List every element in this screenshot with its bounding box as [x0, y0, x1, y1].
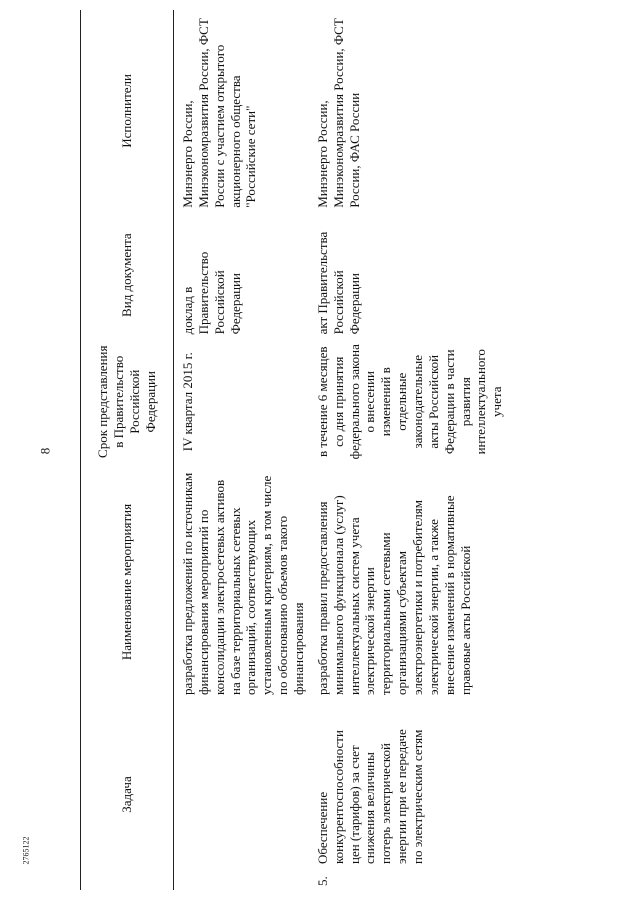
rotated-table-container — [80, 10, 620, 890]
task-text: Обеспечение конкурентоспособности цен (тарифов) за счет снижения величины потерь электрической энергии при ее передаче по электрическим сетям — [314, 729, 426, 864]
document-code: 2765122 — [21, 836, 31, 865]
header-executors: Исполнители — [81, 10, 174, 212]
doc-type-cell: акт Правительства Российской Федерации — [314, 231, 362, 335]
table-row — [174, 10, 309, 890]
header-task: Задача — [81, 699, 174, 890]
task-cell — [309, 699, 507, 890]
measure-name-cell: разработка правил предоставления минимального функционала (услуг) интеллектуальных систем учета электрической энергии территориальными сетевыми организациями субъектам электроэнергетики и потребителям электрической энергии, а также внесение изменений в нормативные правовые акты Российской — [314, 495, 473, 695]
measure-name-cell: разработка предложений по источникам финансирования мероприятий по консолидации электросетевых активов на базе территориальных сетевых организаций, соответствующих установленным критериям, в том числе по обоснованию объемов такого финансирования — [180, 472, 307, 695]
header-term: Срок представления в Правительство Российской Федерации — [81, 338, 174, 465]
row-number: 5. — [314, 876, 330, 886]
header-doc: Вид документа — [81, 212, 174, 339]
page-number: 8 — [37, 447, 53, 455]
task-cell — [174, 699, 309, 890]
executors-cell: Минэнерго России, Минэкономразвития России, ФСТ России с участием открытого акционерного общества "Российские сети" — [180, 18, 259, 208]
header-name: Наименование мероприятия — [81, 465, 174, 699]
table-row — [309, 10, 507, 890]
table-header-row — [81, 10, 174, 890]
term-cell: в течение 6 месяцев со дня принятия федерального закона о внесении изменений в отдельные законодательные акты Российской Федерации в части развития интеллектуального учета — [314, 344, 505, 460]
measures-table — [80, 10, 507, 890]
doc-type-cell: доклад в Правительство Российской Федерации — [180, 251, 243, 335]
term-cell: IV квартал 2015 г. — [180, 352, 195, 452]
executors-cell: Минэнерго России, Минэкономразвития России, ФСТ России, ФАС России — [314, 18, 362, 208]
